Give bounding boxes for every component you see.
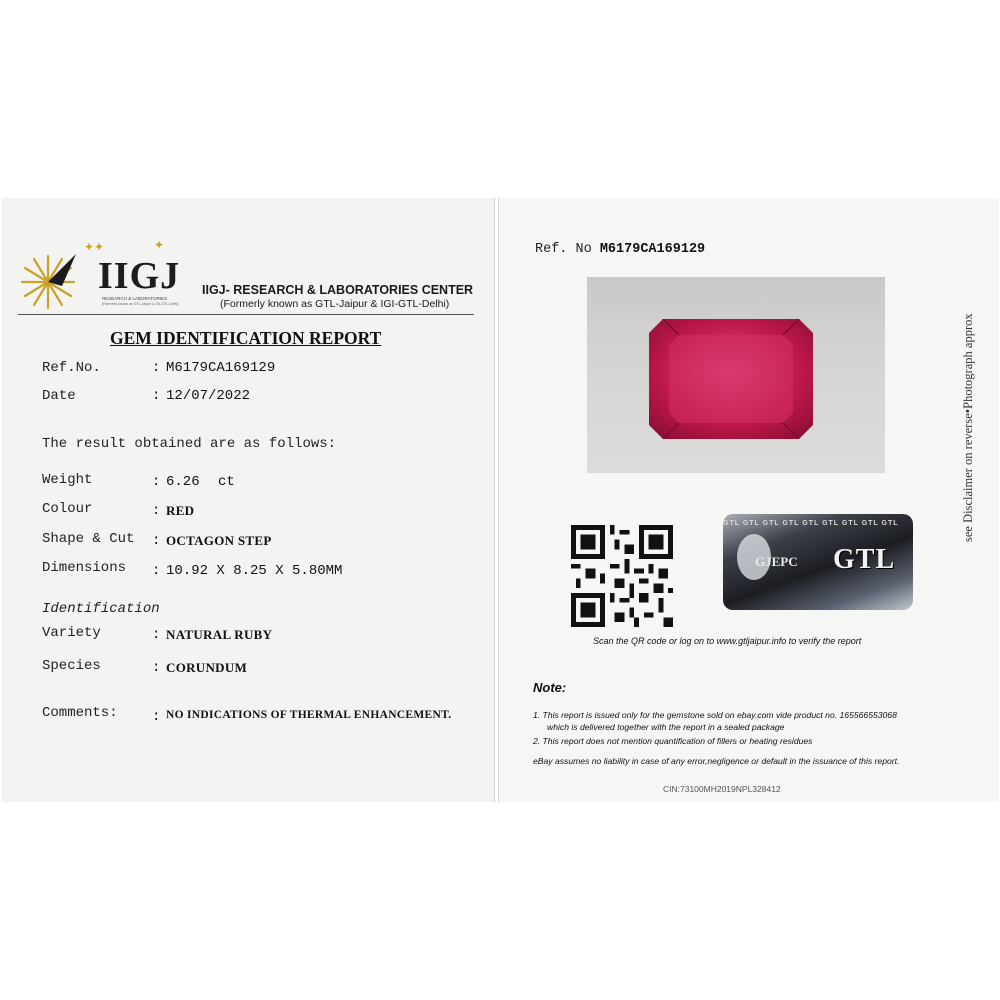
- colour-label: Colour: [42, 501, 93, 517]
- ref-number: [535, 242, 705, 257]
- note-line: eBay assumes no liability in case of any error,negligence or default in the issuance of this report.: [533, 756, 900, 766]
- hologram-gtl: GTL: [833, 544, 896, 575]
- iigj-logo: [18, 238, 181, 312]
- ref-value: M6179CA169129: [599, 242, 706, 257]
- variety-label: Variety: [42, 625, 101, 641]
- certificate-right-panel: [498, 198, 999, 802]
- comments-label: Comments:: [42, 705, 118, 721]
- colon: :: [152, 360, 161, 376]
- identification-heading: Identification: [42, 601, 160, 617]
- species-value: CORUNDUM: [166, 660, 248, 675]
- weight-value: [166, 474, 235, 490]
- date-label: Date: [42, 388, 76, 404]
- ruby-gem-image: [649, 319, 813, 439]
- org-former-name: (Formerly known as GTL-Jaipur & IGI-GTL-Delhi): [220, 298, 450, 310]
- ref-label: Ref.No.: [42, 360, 101, 376]
- colon: :: [152, 709, 161, 725]
- comments-value: NO INDICATIONS OF THERMAL ENHANCEMENT.: [166, 709, 452, 721]
- org-name: IIGJ- RESEARCH & LABORATORIES CENTER: [202, 283, 474, 297]
- ref-value: M6179CA169129: [166, 360, 276, 376]
- note-line: 2. This report does not mention quantification of fillers or heating residues: [533, 736, 813, 746]
- logo-small-text: (Formerly known as GTL-Jaipur & IGI-GTL-Delhi): [102, 302, 179, 306]
- certificate-left-panel: [2, 198, 495, 802]
- cin-number: CIN:73100MH2019NPL328412: [663, 784, 781, 794]
- note-line: 1. This report is issued only for the gemstone sold on ebay.com vide product no. 165566553068: [533, 710, 897, 720]
- shape-value: OCTAGON STEP: [166, 533, 272, 548]
- weight-label: Weight: [42, 472, 93, 488]
- note-line: which is delivered together with the report in a sealed package: [547, 722, 785, 732]
- colour-value: RED: [166, 503, 195, 518]
- header-divider: [18, 314, 474, 315]
- ref-label: Ref. No: [535, 242, 592, 257]
- variety-value: NATURAL RUBY: [166, 627, 273, 642]
- logo-text: IIGJ: [98, 255, 181, 297]
- sunburst-icon: [18, 252, 78, 312]
- colon: :: [152, 627, 161, 643]
- shape-label: Shape & Cut: [42, 531, 135, 547]
- gem-photo: [587, 277, 885, 473]
- side-disclaimer: see Disclaimer on reverse•Photograph approx: [961, 313, 975, 542]
- star-icon: ✦✦: [84, 240, 105, 254]
- qr-code-icon: [571, 524, 673, 628]
- weight-number: 6.26: [166, 474, 200, 490]
- hologram-strip-text: GTL GTL GTL GTL GTL GTL GTL GTL GTL: [723, 520, 899, 527]
- logo-subtext: RESEARCH & LABORATORIES: [102, 296, 168, 301]
- colon: :: [152, 503, 161, 519]
- colon: :: [152, 474, 161, 490]
- gjepc-gtl-hologram: [723, 514, 913, 610]
- weight-unit: ct: [218, 474, 235, 490]
- note-heading: Note:: [533, 680, 567, 695]
- dimensions-label: Dimensions: [42, 560, 127, 576]
- report-title: GEM IDENTIFICATION REPORT: [110, 328, 382, 348]
- hologram-gjepc: GJEPC: [755, 554, 798, 569]
- colon: :: [152, 388, 161, 404]
- species-label: Species: [42, 658, 101, 674]
- date-value: 12/07/2022: [166, 388, 251, 404]
- colon: :: [152, 660, 161, 676]
- scan-instruction: Scan the QR code or log on to www.gtljaipur.info to verify the report: [593, 636, 862, 646]
- dimensions-value: 10.92 X 8.25 X 5.80MM: [166, 563, 343, 579]
- star-icon: ✦: [154, 238, 165, 252]
- colon: :: [152, 533, 161, 549]
- colon: :: [152, 563, 161, 579]
- result-intro: The result obtained are as follows:: [42, 436, 337, 452]
